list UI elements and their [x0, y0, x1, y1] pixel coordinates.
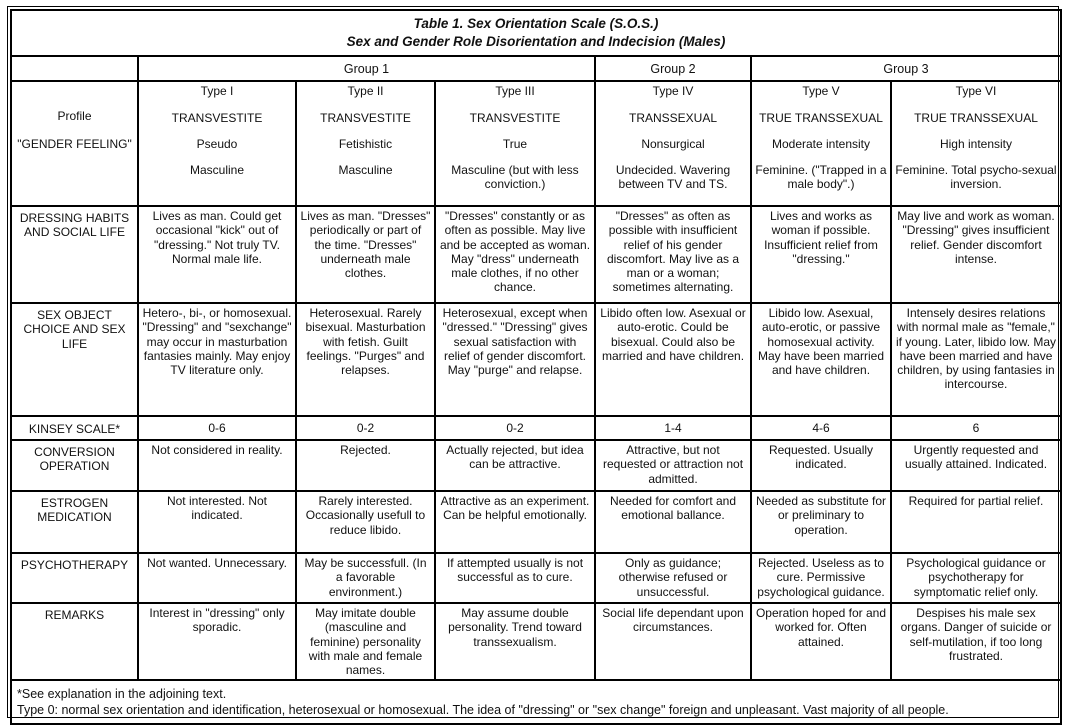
type-feeling: Undecided. Wavering between TV and TS. [615, 162, 731, 192]
table-cell: Intensely desires relations with normal male as "female," if young. Later, libido low. May have been married and have children, by using fantasies in intercourse. [891, 303, 1061, 416]
table-cell: Only as guidance; otherwise refused or unsuccessful. [595, 553, 751, 603]
table-cell: Not interested. Not indicated. [138, 491, 296, 553]
group-header-2: Group 2 [595, 56, 751, 81]
type-feeling: Feminine. Total psycho-sexual inversion. [895, 162, 1057, 192]
type-name: Type V [802, 84, 840, 99]
row-label-remarks: REMARKS [11, 603, 138, 680]
type-feeling: Masculine [338, 162, 393, 177]
kinsey-value: 0-2 [435, 416, 595, 440]
table-cell: Psychological guidance or psychotherapy for symptomatic relief only. [891, 553, 1061, 603]
profile-cell-type1 [138, 81, 296, 206]
table-cell: May assume double personality. Trend toward transsexualism. [435, 603, 595, 680]
profile-cell-type3 [435, 81, 595, 206]
type-subtype: Pseudo [196, 136, 238, 151]
table-cell: Actually rejected, but idea can be attractive. [435, 440, 595, 491]
type-subtype: High intensity [939, 136, 1013, 151]
group-header-1: Group 1 [138, 56, 595, 81]
profile-label-line2: "GENDER FEELING" [17, 136, 132, 151]
table-cell: May live and work as woman. "Dressing" gives insufficient relief. Gender discomfort intense. [891, 206, 1061, 303]
table-cell: Despises his male sex organs. Danger of suicide or self-mutilation, if too long frustrated. [891, 603, 1061, 680]
table-cell: Lives as man. Could get occasional "kick" out of "dressing." Not truly TV. Normal male life. [138, 206, 296, 303]
type-feeling: Masculine (but with less conviction.) [451, 162, 579, 192]
table-cell: Required for partial relief. [891, 491, 1061, 553]
row-label-dressing: DRESSING HABITS AND SOCIAL LIFE [11, 206, 138, 303]
table-cell: Urgently requested and usually attained. Indicated. [891, 440, 1061, 491]
row-label-conversion: CONVERSION OPERATION [11, 440, 138, 491]
group-header-3: Group 3 [751, 56, 1061, 81]
table-cell: Libido often low. Asexual or auto-erotic. Could be bisexual. Could also be married and have children. [595, 303, 751, 416]
table-cell: Hetero-, bi-, or homosexual. "Dressing" and "sexchange" may occur in masturbation fantasies mainly. May enjoy TV literature only. [138, 303, 296, 416]
sos-table [10, 9, 1062, 725]
table-cell: Not considered in reality. [138, 440, 296, 491]
type-feeling: Feminine. ("Trapped in a male body".) [755, 162, 887, 192]
kinsey-value: 0-2 [296, 416, 435, 440]
type-category: TRANSVESTITE [171, 110, 263, 125]
table-cell: Heterosexual, except when "dressed." "Dressing" gives sexual satisfaction with relief of gender discomfort. May "purge" and relapse. [435, 303, 595, 416]
kinsey-value: 0-6 [138, 416, 296, 440]
row-label-estrogen: ESTROGEN MEDICATION [11, 491, 138, 553]
type-name: Type VI [955, 84, 997, 99]
table-cell: "Dresses" as often as possible with insufficient relief of his gender discomfort. May live as a man or a woman; sometimes alternating. [595, 206, 751, 303]
table-cell: Rejected. [296, 440, 435, 491]
table-title [11, 10, 1061, 56]
kinsey-value: 6 [891, 416, 1061, 440]
row-label-kinsey: KINSEY SCALE* [11, 416, 138, 440]
type-category: TRUE TRANSSEXUAL [759, 110, 883, 125]
type-subtype: Moderate intensity [771, 136, 871, 151]
kinsey-value: 4-6 [751, 416, 891, 440]
table-cell: Needed for comfort and emotional ballance. [595, 491, 751, 553]
table-cell: Attractive, but not requested or attraction not admitted. [595, 440, 751, 491]
type-feeling: Masculine [189, 162, 245, 177]
row-label-profile [11, 81, 138, 206]
table-cell: Social life dependant upon circumstances. [595, 603, 751, 680]
table-frame [7, 6, 1059, 718]
type-category: TRANSVESTITE [469, 110, 561, 125]
group-header-blank [11, 56, 138, 81]
table-cell: Operation hoped for and worked for. Often attained. [751, 603, 891, 680]
table-cell: Not wanted. Unnecessary. [138, 553, 296, 603]
profile-cell-type2 [296, 81, 435, 206]
type-category: TRANSVESTITE [320, 110, 411, 125]
row-label-psychotherapy: PSYCHOTHERAPY [11, 553, 138, 603]
table-cell: Rejected. Useless as to cure. Permissive psychological guidance. [751, 553, 891, 603]
table-title-line1: Table 1. Sex Orientation Scale (S.O.S.) [413, 16, 659, 31]
row-label-sex-object: SEX OBJECT CHOICE AND SEX LIFE [11, 303, 138, 416]
profile-cell-type5 [751, 81, 891, 206]
footnote-line2: Type 0: normal sex orientation and identification, heterosexual or homosexual. The idea of "dressing" or "sex change" foreign and unpleasant. Vast majority of all people. [17, 703, 949, 718]
type-category: TRANSSEXUAL [628, 110, 718, 125]
table-cell: Libido low. Asexual, auto-erotic, or passive homosexual activity. May have been married and have children. [751, 303, 891, 416]
table-cell: Rarely interested. Occasionally usefull to reduce libido. [296, 491, 435, 553]
table-title-line2: Sex and Gender Role Disorientation and Indecision (Males) [346, 34, 726, 50]
type-name: Type I [200, 84, 234, 99]
type-subtype: True [502, 136, 528, 151]
type-name: Type III [495, 84, 535, 99]
type-category: TRUE TRANSSEXUAL [914, 110, 1038, 125]
table-cell: Requested. Usually indicated. [751, 440, 891, 491]
table-cell: Attractive as an experiment. Can be helpful emotionally. [435, 491, 595, 553]
profile-cell-type6 [891, 81, 1061, 206]
profile-label-line1: Profile [57, 109, 92, 124]
table-cell: Lives and works as woman if possible. Insufficient relief from "dressing." [751, 206, 891, 303]
footnotes [11, 680, 1061, 724]
table-cell: May be successfull. (In a favorable environment.) [296, 553, 435, 603]
kinsey-value: 1-4 [595, 416, 751, 440]
footnote-line1: *See explanation in the adjoining text. [17, 686, 227, 701]
profile-cell-type4 [595, 81, 751, 206]
table-cell: If attempted usually is not successful as to cure. [435, 553, 595, 603]
table-cell: "Dresses" constantly or as often as possible. May live and be accepted as woman. May "dress" underneath male clothes, if no other chance. [435, 206, 595, 303]
type-name: Type II [347, 84, 384, 99]
table-cell: Heterosexual. Rarely bisexual. Masturbation with fetish. Guilt feelings. "Purges" and relapses. [296, 303, 435, 416]
table-cell: Needed as substitute for or preliminary to operation. [751, 491, 891, 553]
type-name: Type IV [652, 84, 694, 99]
table-cell: May imitate double (masculine and feminine) personality with male and female names. [296, 603, 435, 680]
type-subtype: Fetishistic [338, 136, 393, 151]
table-cell: Lives as man. "Dresses" periodically or part of the time. "Dresses" underneath male clothes. [296, 206, 435, 303]
type-subtype: Nonsurgical [641, 136, 705, 151]
table-cell: Interest in "dressing" only sporadic. [138, 603, 296, 680]
